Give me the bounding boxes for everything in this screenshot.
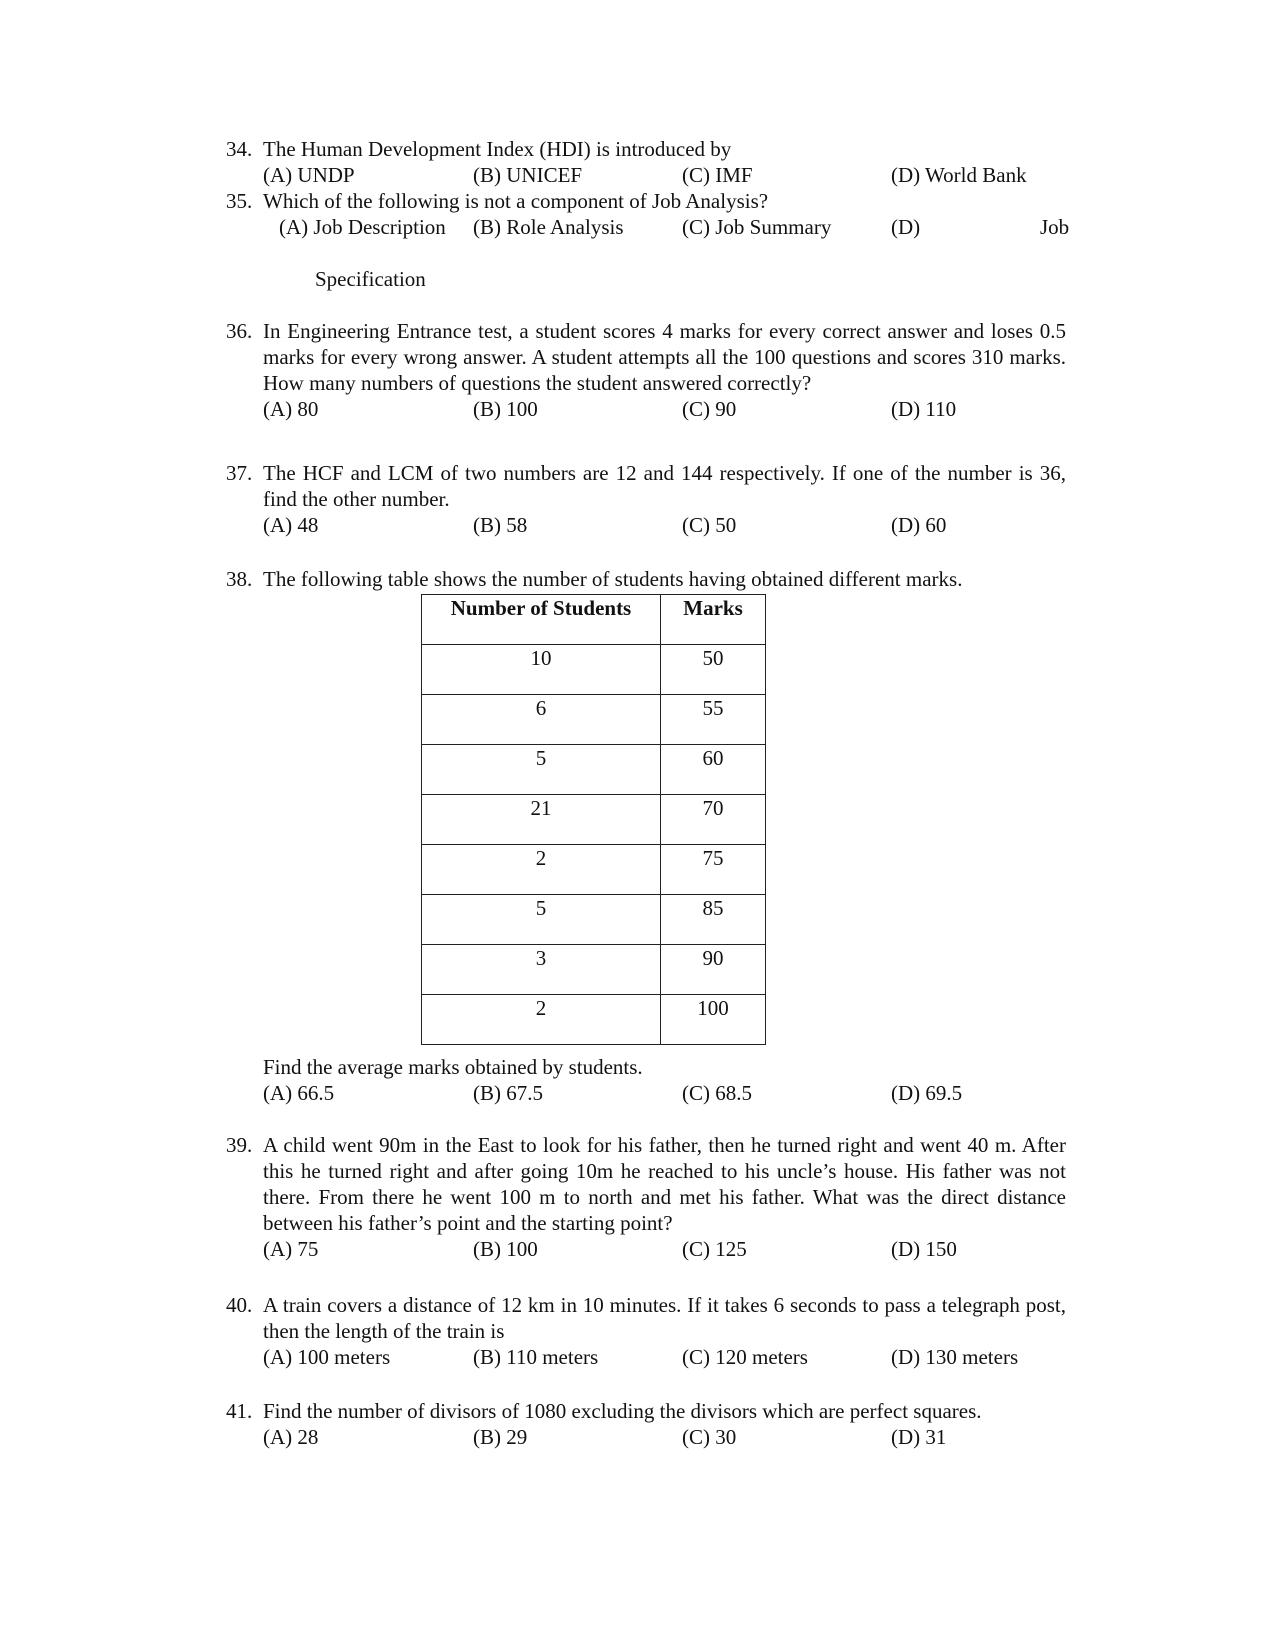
question-number: 38.	[226, 567, 253, 591]
option-d: (D) 60	[891, 513, 947, 537]
option-d: (D) 150	[891, 1237, 957, 1261]
marks-cell: 100	[661, 995, 766, 1045]
question-number: 40.	[226, 1293, 253, 1317]
option-c: (C) 120 meters	[682, 1345, 808, 1369]
column-header-students: Number of Students	[422, 595, 661, 645]
students-cell: 5	[422, 895, 661, 945]
options-row	[263, 1344, 1066, 1370]
question-number: 36.	[226, 319, 253, 343]
option-d-continuation: Specification	[315, 267, 426, 291]
question-text: The HCF and LCM of two numbers are 12 and 144 respectively. If one of the number is 36, find the other number.	[263, 461, 1066, 511]
question-text: Find the number of divisors of 1080 excluding the divisors which are perfect squares.	[263, 1399, 982, 1423]
option-c: (C) IMF	[682, 163, 753, 187]
option-a: (A) 28	[263, 1425, 319, 1449]
option-a: (A) Job Description	[279, 215, 446, 239]
option-a: (A) 80	[263, 397, 319, 421]
table-row	[422, 695, 766, 745]
options-row	[263, 512, 1066, 538]
question-text: The Human Development Index (HDI) is introduced by	[263, 137, 732, 161]
question-number: 37.	[226, 461, 253, 485]
option-c: (C) 90	[682, 397, 737, 421]
option-a: (A) 66.5	[263, 1081, 335, 1105]
option-c: (C) 50	[682, 513, 737, 537]
marks-cell: 55	[661, 695, 766, 745]
question-number: 41.	[226, 1399, 253, 1423]
option-d: (D) World Bank	[891, 163, 1027, 187]
option-c: (C) Job Summary	[682, 215, 832, 239]
option-a: (A) UNDP	[263, 163, 355, 187]
students-cell: 2	[422, 995, 661, 1045]
marks-cell: 70	[661, 795, 766, 845]
option-b: (B) UNICEF	[473, 163, 583, 187]
option-d: (D) 69.5	[891, 1081, 963, 1105]
question-text: A train covers a distance of 12 km in 10 minutes. If it takes 6 seconds to pass a telegraph post, then the length of the train is	[263, 1293, 1066, 1343]
question-34	[226, 136, 1066, 188]
option-b: (B) 110 meters	[473, 1345, 599, 1369]
option-a: (A) 100 meters	[263, 1345, 391, 1369]
option-b: (B) 29	[473, 1425, 528, 1449]
option-b: (B) Role Analysis	[473, 215, 624, 239]
options-row	[263, 396, 1066, 422]
column-header-marks: Marks	[661, 595, 766, 645]
marks-cell: 50	[661, 645, 766, 695]
students-cell: 21	[422, 795, 661, 845]
question-35	[226, 188, 1070, 240]
students-cell: 5	[422, 745, 661, 795]
question-number: 34.	[226, 137, 253, 161]
options-row	[263, 1080, 1066, 1106]
question-39	[226, 1132, 1066, 1262]
option-d: (D) 110	[891, 397, 957, 421]
question-number: 39.	[226, 1133, 253, 1157]
table-row	[422, 995, 766, 1045]
option-a: (A) 48	[263, 513, 319, 537]
option-d: (D)	[891, 215, 921, 239]
question-37	[226, 460, 1066, 538]
question-text: Find the average marks obtained by students.	[263, 1055, 643, 1079]
question-text: The following table shows the number of students having obtained different marks.	[263, 567, 963, 591]
question-number: 35.	[226, 189, 253, 213]
marks-cell: 85	[661, 895, 766, 945]
option-c: (C) 125	[682, 1237, 747, 1261]
students-cell: 2	[422, 845, 661, 895]
table-row	[422, 795, 766, 845]
question-40	[226, 1292, 1066, 1370]
option-b: (B) 67.5	[473, 1081, 543, 1105]
options-row	[263, 1424, 1066, 1450]
question-38-followup	[226, 1054, 1066, 1106]
table-row	[422, 945, 766, 995]
option-b: (B) 58	[473, 513, 528, 537]
marks-cell: 90	[661, 945, 766, 995]
options-row	[263, 1236, 1066, 1262]
options-row	[279, 214, 1070, 240]
option-b: (B) 100	[473, 1237, 538, 1261]
marks-cell: 60	[661, 745, 766, 795]
marks-cell: 75	[661, 845, 766, 895]
question-text: A child went 90m in the East to look for his father, then he turned right and went 40 m. After this he turned right and after going 10m he reached to his uncle’s house. His father was not there. From there he went 100 m to north and met his father. What was the direct distance between his father’s point and the starting point?	[263, 1133, 1066, 1235]
table-row	[422, 745, 766, 795]
option-d-text: Job	[1040, 215, 1070, 239]
students-cell: 10	[422, 645, 661, 695]
students-cell: 6	[422, 695, 661, 745]
question-41	[226, 1398, 1066, 1450]
option-c: (C) 68.5	[682, 1081, 752, 1105]
students-cell: 3	[422, 945, 661, 995]
table-row	[422, 645, 766, 695]
option-d: (D) 31	[891, 1425, 947, 1449]
table-row	[422, 895, 766, 945]
option-c: (C) 30	[682, 1425, 737, 1449]
question-text: In Engineering Entrance test, a student scores 4 marks for every correct answer and loses 0.5 marks for every wrong answer. A student attempts all the 100 questions and scores 310 marks. How many numbers of questions the student answered correctly?	[263, 319, 1066, 395]
option-a: (A) 75	[263, 1237, 319, 1261]
question-38	[226, 566, 1066, 592]
table-row	[422, 845, 766, 895]
table-header-row	[422, 595, 766, 645]
options-row	[263, 162, 1066, 188]
question-36	[226, 318, 1066, 422]
option-d: (D) 130 meters	[891, 1345, 1019, 1369]
question-text: Which of the following is not a component of Job Analysis?	[263, 189, 769, 213]
marks-table	[421, 594, 766, 1045]
option-b: (B) 100	[473, 397, 538, 421]
